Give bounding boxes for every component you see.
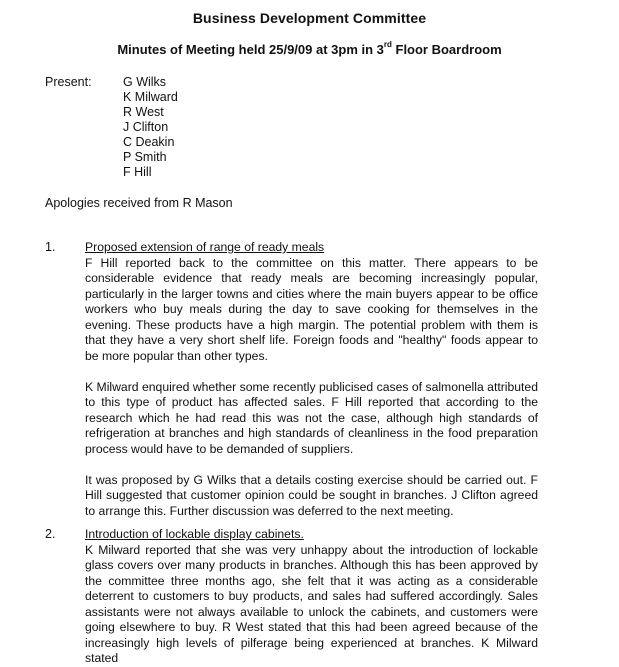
agenda-item [85,527,538,667]
attendee: G Wilks [123,75,167,89]
item-paragraph: It was proposed by G Wilks that a details costing exercise should be carried out. F Hill suggested that customer opinion could be sought in branches. J Clifton agreed to arrange this. Further discussion was deferred to the next meeting. [85,472,538,518]
attendee: C Deakin [123,135,175,149]
meeting-subtitle [0,42,619,57]
subtitle-ordinal: rd [383,40,392,49]
item-paragraph: F Hill reported back to the committee on this matter. There appears to be considerable evidence that ready meals are becoming increasingly popular, particularly in the larger towns and cities where the main buyers appear to be office workers who buy meals during the day to save cooking for themselves in the evening. These products have a high margin. The potential problem with them is that they have a very short shelf life. Foreign foods and "healthy" foods appear to be more popular than other types. [85,255,538,363]
attendee: P Smith [123,150,167,164]
item-paragraph: K Milward reported that she was very unhappy about the introduction of lockable glass covers over many products in branches. Although this has been approved by the committee three months ago, she felt that it was acting as a considerable deterrent to customers to buy products, and sales had suffered accordingly. Sales assistants were not always available to unlock the cabinets, and customers were going elsewhere to buy. R West stated that this had been agreed because of the increasingly high levels of pilferage being experienced at branches. K Milward stated [85,542,538,665]
attendee: R West [123,105,164,119]
attendee: K Milward [123,90,178,104]
subtitle-main: Minutes of Meeting held 25/9/09 at 3pm in 3 [117,42,384,57]
item-paragraph: K Milward enquired whether some recently publicised cases of salmonella attributed to this type of product has affected sales. F Hill reported that according to the research which he had read this was not the case, although high standards of refrigeration at branches and high standards of cleanliness in the food preparation process would have to be demanded of suppliers. [85,379,538,456]
attendee: J Clifton [123,120,169,134]
subtitle-location: Floor Boardroom [391,42,502,57]
item-number: 2. [45,527,56,541]
present-label: Present: [45,75,92,89]
apologies-note: Apologies received from R Mason [45,196,233,210]
item-number: 1. [45,240,56,254]
attendee: F Hill [123,165,152,179]
agenda-item [85,240,538,519]
attendee-list [123,75,178,180]
item-heading: Introduction of lockable display cabinets. [85,527,304,541]
document-title: Business Development Committee [192,10,427,26]
item-heading: Proposed extension of range of ready meals [85,240,325,254]
